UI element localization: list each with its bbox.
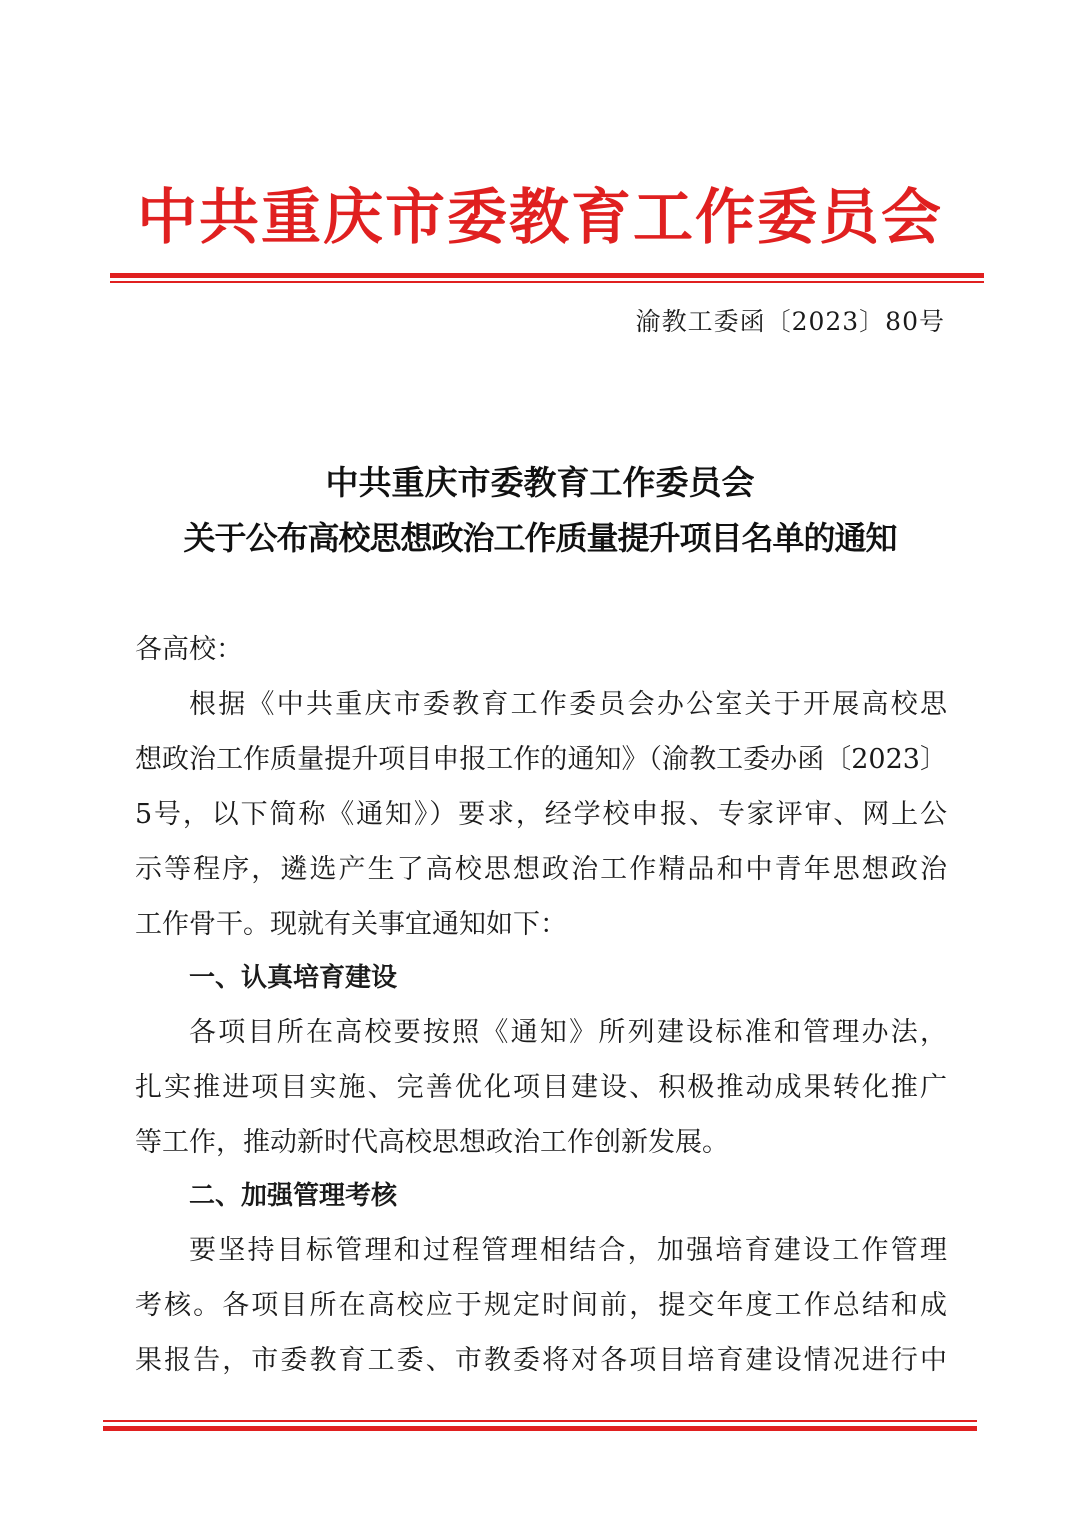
- document-title-line-2: 关于公布高校思想政治工作质量提升项目名单的通知: [183, 519, 897, 557]
- intro-line-3: 5号，以下简称《通知》）要求，经学校申报、专家评审、网上公: [135, 799, 947, 830]
- salutation: 各高校：: [135, 634, 243, 665]
- section-1-line-3: 等工作，推动新时代高校思想政治工作创新发展。: [135, 1127, 729, 1158]
- letterhead-rule-thick: [110, 273, 984, 278]
- document-number: 渝教工委函〔2023〕80号: [635, 307, 945, 336]
- section-2-heading: 二、加强管理考核: [189, 1181, 398, 1211]
- section-2-line-2: 考核。各项目所在高校应于规定时间前，提交年度工作总结和成: [135, 1290, 947, 1321]
- intro-line-1: 根据《中共重庆市委教育工作委员会办公室关于开展高校思: [189, 689, 947, 720]
- footer-rule-thin: [103, 1420, 977, 1422]
- section-1-heading: 一、认真培育建设: [189, 963, 398, 993]
- document-title-line-1: 中共重庆市委教育工作委员会: [325, 463, 755, 502]
- letterhead-org-name: 中共重庆市委教育工作委员会: [137, 183, 943, 253]
- intro-line-4: 示等程序，遴选产生了高校思想政治工作精品和中青年思想政治: [135, 854, 947, 885]
- footer-rule-thick: [103, 1426, 977, 1431]
- intro-line-5: 工作骨干。现就有关事宜通知如下：: [135, 909, 567, 940]
- section-2-line-1: 要坚持目标管理和过程管理相结合，加强培育建设工作管理: [189, 1235, 947, 1266]
- section-2-line-3: 果报告，市委教育工委、市教委将对各项目培育建设情况进行中: [135, 1345, 947, 1376]
- intro-line-2: 想政治工作质量提升项目申报工作的通知》（渝教工委办函〔2023〕: [135, 744, 947, 775]
- section-1-line-1: 各项目所在高校要按照《通知》所列建设标准和管理办法，: [189, 1017, 947, 1048]
- section-1-line-2: 扎实推进项目实施、完善优化项目建设、积极推动成果转化推广: [135, 1072, 947, 1103]
- letterhead-rule-thin: [110, 281, 984, 283]
